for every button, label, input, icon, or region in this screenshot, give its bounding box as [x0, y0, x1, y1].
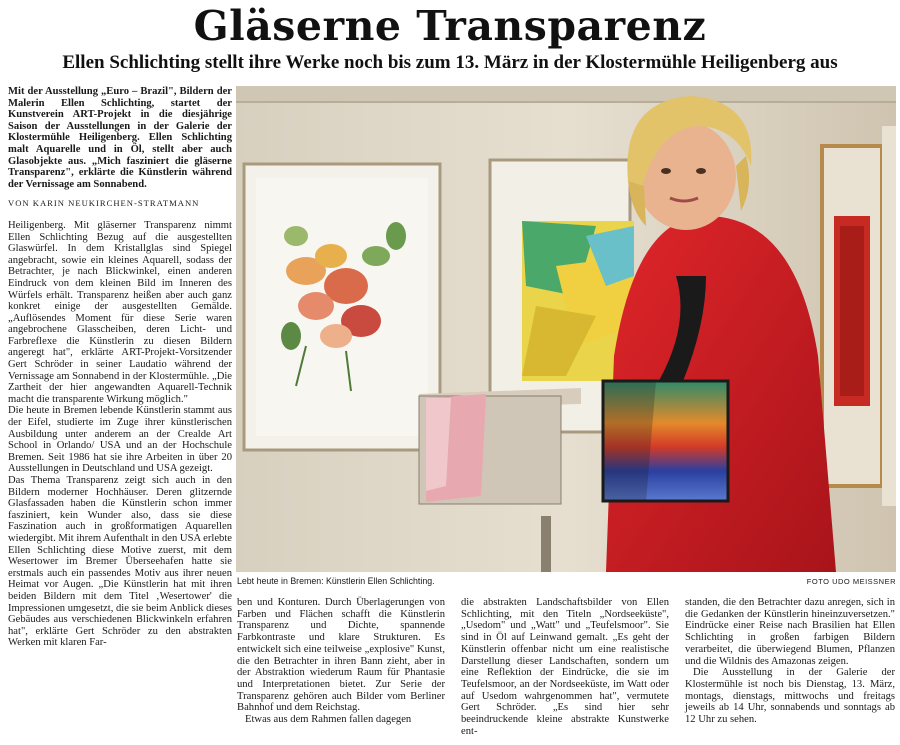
photo-scene: [236, 86, 896, 572]
photo-caption: Lebt heute in Bremen: Künstlerin Ellen Schlichting.: [237, 576, 435, 586]
body-paragraph: Die heute in Bremen lebende Künstlerin stammt aus der Eifel, studierte im Zuge ihrer künstlerischen Ausbildung unter anderem an der Crealde Art School in Orlando/ USA und an der Hochschule Bremen. Seit 1986 hat sie ihre Arbeiten in über 20 Ausstellungen in Deutschland und USA gezeigt.: [8, 405, 232, 475]
headline: Gläserne Transparenz: [193, 2, 707, 50]
subheadline: Ellen Schlichting stellt ihre Werke noch bis zum 13. März in der Klostermühle Heiligenberg aus: [62, 52, 838, 73]
photo-credit: FOTO UDO MEISSNER: [806, 577, 896, 586]
column-1-body: [8, 220, 232, 649]
article-column-2: [237, 597, 445, 726]
byline: VON KARIN NEUKIRCHEN-STRATMANN: [8, 198, 200, 209]
article-column-4: [685, 597, 895, 726]
body-paragraph: die abstrakten Landschaftsbilder von Ellen Schlichting, mit den Titeln „Nordseeküste", „Usedom" und „Watt" und „Teufelsmoor". Sie sind in Öl auf Leinwand gemalt. „Es geht der Künstlerin offenbar nicht um eine realistische Darstellung dieser Landschaften, sondern um eine Reflektion der Eindrücke, die sie im Teufelsmoor, an der Nordseeküste, im Watt oder auf Usedom wahrgenommen hat", vermutete Gert Schröder. „Es sind hier sehr beeindruckende kleine abstrakte Kunstwerke ent-: [461, 597, 669, 737]
body-paragraph: standen, die den Betrachter dazu anregen, sich in die Gedanken der Künstlerin hineinzuversetzen." Eindrücke einer Reise nach Brasilien hat Ellen Schlichting in großen farbigen Bildern verarbeitet, die überwiegend Blumen, Pflanzen und die Wildnis des Amazonas zeigen.: [685, 597, 895, 667]
article-photo: [236, 86, 896, 572]
body-paragraph: Heiligenberg. Mit gläserner Transparenz nimmt Ellen Schlichting Bezug auf die ausgestellten Glaswürfel. In dem Kristallglas sind Spiegel angebracht, sowie ein kleines Aquarell, sodass der Betrachter, je nach Blickwinkel, einen anderen Eindruck von dem kleinen Bild im Inneren des Würfels erhält. Transparenz heißen aber auch ganz konkret einige der ausgestellten Gemälde. „Auflösendes Moment für diese Serie waren angebrochene Glasscheiben, deren Licht- und Farbreflexe die Künstlerin zu diesen Bildern angeregt hat", erklärte ART-Projekt-Vorsitzender Gert Schröder in seiner Laudatio während der Vernissage am Sonnabend in der Klostermühle. „Die Zartheit der hier angewandten Aquarell-Technik macht die transparente Wirkung möglich.": [8, 219, 232, 405]
article-column-1: [8, 86, 232, 649]
body-paragraph: Das Thema Transparenz zeigt sich auch in den Bildern moderner Hochhäuser. Deren glitzernde Glasfassaden haben die Künstlerin schon immer fasziniert, kein Wunder also, dass sie diese Faszination auch in großformatigen Aquarellen wiedergibt. Mit ihrem Aufenthalt in den USA erlebte Ellen Schlichting diese Motive zuerst, mit dem Wesertower im Bremer Überseehafen hatte sie erstmals auch ein passendes Motiv aus ihrer neuen Heimat vor Augen. „Die Künstlerin hat mit ihren beiden Bildern mit dem Titel ‚Wesertower' die Impressionen umgesetzt, die sie beim Anblick dieses Gebäudes aus verschiedenen Blickwinkeln erfahren hat", erklärte Gert Schröder zu den abstrakten Werken mit klaren Far-: [8, 475, 232, 649]
body-paragraph: Die Ausstellung in der Galerie der Klostermühle ist noch bis Dienstag, 13. März, montags, dienstags, mittwochs und freitags jeweils ab 14 Uhr, sonnabends und sonntags ab 12 Uhr zu sehen.: [685, 667, 895, 726]
lead-paragraph: Mit der Ausstellung „Euro – Brazil", Bildern der Malerin Ellen Schlichting, startet der Kunstverein ART-Projekt in die diesjährige Saison der Ausstellungen in der Galerie der Klostermühle Heiligenberg. Ellen Schlichting malt Aquarelle und in Öl, stellt aber auch Glasobjekte aus. „Mich fasziniert die gläserne Transparenz", erklärte die Künstlerin während der Vernissage am Sonnabend.: [8, 86, 232, 190]
body-paragraph: Etwas aus dem Rahmen fallen dagegen: [245, 714, 412, 726]
body-paragraph: ben und Konturen. Durch Überlagerungen von Farben und Flächen schafft die Künstlerin Transparenz und Dichte, spannende Farbkontraste und klare Strukturen. Es entwickelt sich eine teilweise „explosive" Kunst, die den Betrachter in ihren Bann zieht, aber in der Abstraktion wiederum Raum für Phantasie und Interpretationen bietet. Zur Serie der Transparenz gehören auch Bilder vom Berliner Bahnhof und dem Reichstag.: [237, 597, 445, 714]
article-column-3: [461, 597, 669, 737]
